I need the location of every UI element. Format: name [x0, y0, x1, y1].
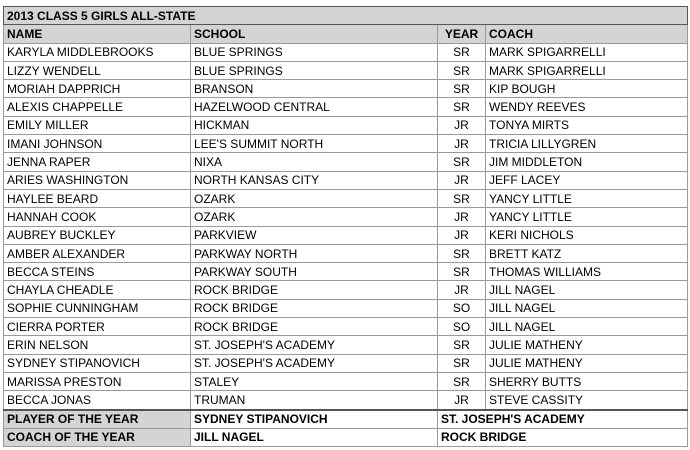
player-name-cell: CIERRA PORTER	[4, 318, 191, 336]
school-cell: PARKWAY SOUTH	[191, 263, 438, 281]
coach-cell: WENDY REEVES	[486, 98, 688, 116]
year-cell: SR	[438, 336, 486, 354]
player-name-cell: ARIES WASHINGTON	[4, 171, 191, 189]
player-name-cell: EMILY MILLER	[4, 116, 191, 134]
title-row	[4, 7, 688, 25]
table-row	[4, 189, 688, 207]
table-row	[4, 354, 688, 372]
year-cell: SR	[438, 61, 486, 79]
school-cell: STALEY	[191, 372, 438, 390]
coach-cell: JULIE MATHENY	[486, 336, 688, 354]
player-name-cell: AMBER ALEXANDER	[4, 244, 191, 262]
player-name-cell: AUBREY BUCKLEY	[4, 226, 191, 244]
coach-cell: JILL NAGEL	[486, 318, 688, 336]
player-name-cell: BECCA STEINS	[4, 263, 191, 281]
year-cell: JR	[438, 208, 486, 226]
school-cell: NORTH KANSAS CITY	[191, 171, 438, 189]
player-name-cell: SYDNEY STIPANOVICH	[4, 354, 191, 372]
school-cell: BRANSON	[191, 80, 438, 98]
school-cell: LEE'S SUMMIT NORTH	[191, 135, 438, 153]
school-cell: BLUE SPRINGS	[191, 43, 438, 61]
coach-cell: JILL NAGEL	[486, 281, 688, 299]
coach-cell: STEVE CASSITY	[486, 391, 688, 410]
school-cell: TRUMAN	[191, 391, 438, 410]
coach-cell: JIM MIDDLETON	[486, 153, 688, 171]
coach-cell: THOMAS WILLIAMS	[486, 263, 688, 281]
table-row	[4, 263, 688, 281]
year-cell: SR	[438, 263, 486, 281]
year-cell: JR	[438, 135, 486, 153]
coach-of-the-year-name: JILL NAGEL	[191, 428, 438, 446]
year-cell: JR	[438, 281, 486, 299]
table-row	[4, 116, 688, 134]
header-school: SCHOOL	[191, 25, 438, 43]
table-row	[4, 153, 688, 171]
school-cell: ROCK BRIDGE	[191, 299, 438, 317]
year-cell: SR	[438, 98, 486, 116]
year-cell: JR	[438, 391, 486, 410]
player-name-cell: IMANI JOHNSON	[4, 135, 191, 153]
coach-of-the-year-row	[4, 428, 688, 446]
player-name-cell: CHAYLA CHEADLE	[4, 281, 191, 299]
school-cell: ROCK BRIDGE	[191, 318, 438, 336]
table-row	[4, 336, 688, 354]
coach-cell: SHERRY BUTTS	[486, 372, 688, 390]
coach-cell: KERI NICHOLS	[486, 226, 688, 244]
school-cell: ROCK BRIDGE	[191, 281, 438, 299]
player-name-cell: KARYLA MIDDLEBROOKS	[4, 43, 191, 61]
year-cell: SO	[438, 299, 486, 317]
player-name-cell: MORIAH DAPPRICH	[4, 80, 191, 98]
header-row	[4, 25, 688, 43]
coach-cell: JULIE MATHENY	[486, 354, 688, 372]
player-of-the-year-row	[4, 410, 688, 429]
year-cell: JR	[438, 226, 486, 244]
header-year: YEAR	[438, 25, 486, 43]
year-cell: SR	[438, 354, 486, 372]
table-row	[4, 372, 688, 390]
coach-cell: BRETT KATZ	[486, 244, 688, 262]
year-cell: SO	[438, 318, 486, 336]
coach-cell: KIP BOUGH	[486, 80, 688, 98]
coach-cell: JEFF LACEY	[486, 171, 688, 189]
player-name-cell: ALEXIS CHAPPELLE	[4, 98, 191, 116]
player-name-cell: JENNA RAPER	[4, 153, 191, 171]
coach-cell: MARK SPIGARRELLI	[486, 61, 688, 79]
player-of-the-year-school: ST. JOSEPH'S ACADEMY	[438, 410, 688, 429]
header-coach: COACH	[486, 25, 688, 43]
coach-cell: YANCY LITTLE	[486, 208, 688, 226]
school-cell: HICKMAN	[191, 116, 438, 134]
table-row	[4, 244, 688, 262]
school-cell: NIXA	[191, 153, 438, 171]
school-cell: ST. JOSEPH'S ACADEMY	[191, 354, 438, 372]
table-title: 2013 CLASS 5 GIRLS ALL-STATE	[4, 7, 688, 25]
all-state-table	[3, 6, 688, 447]
table-row	[4, 208, 688, 226]
player-of-the-year-label: PLAYER OF THE YEAR	[4, 410, 191, 429]
player-name-cell: LIZZY WENDELL	[4, 61, 191, 79]
table-row	[4, 281, 688, 299]
school-cell: PARKVIEW	[191, 226, 438, 244]
coach-of-the-year-school: ROCK BRIDGE	[438, 428, 688, 446]
table-row	[4, 318, 688, 336]
coach-of-the-year-label: COACH OF THE YEAR	[4, 428, 191, 446]
coach-cell: MARK SPIGARRELLI	[486, 43, 688, 61]
header-name: NAME	[4, 25, 191, 43]
player-name-cell: HANNAH COOK	[4, 208, 191, 226]
school-cell: ST. JOSEPH'S ACADEMY	[191, 336, 438, 354]
year-cell: JR	[438, 116, 486, 134]
table-row	[4, 98, 688, 116]
year-cell: SR	[438, 153, 486, 171]
school-cell: BLUE SPRINGS	[191, 61, 438, 79]
player-name-cell: SOPHIE CUNNINGHAM	[4, 299, 191, 317]
coach-cell: YANCY LITTLE	[486, 189, 688, 207]
table-row	[4, 226, 688, 244]
school-cell: PARKWAY NORTH	[191, 244, 438, 262]
school-cell: OZARK	[191, 189, 438, 207]
school-cell: HAZELWOOD CENTRAL	[191, 98, 438, 116]
table-row	[4, 391, 688, 410]
coach-cell: JILL NAGEL	[486, 299, 688, 317]
year-cell: SR	[438, 43, 486, 61]
coach-cell: TRICIA LILLYGREN	[486, 135, 688, 153]
year-cell: JR	[438, 171, 486, 189]
table-row	[4, 43, 688, 61]
year-cell: SR	[438, 80, 486, 98]
player-name-cell: MARISSA PRESTON	[4, 372, 191, 390]
school-cell: OZARK	[191, 208, 438, 226]
player-of-the-year-name: SYDNEY STIPANOVICH	[191, 410, 438, 429]
table-row	[4, 299, 688, 317]
year-cell: SR	[438, 372, 486, 390]
table-row	[4, 171, 688, 189]
player-name-cell: BECCA JONAS	[4, 391, 191, 410]
table-row	[4, 135, 688, 153]
year-cell: SR	[438, 244, 486, 262]
player-name-cell: HAYLEE BEARD	[4, 189, 191, 207]
table-row	[4, 80, 688, 98]
table-row	[4, 61, 688, 79]
year-cell: SR	[438, 189, 486, 207]
coach-cell: TONYA MIRTS	[486, 116, 688, 134]
player-name-cell: ERIN NELSON	[4, 336, 191, 354]
